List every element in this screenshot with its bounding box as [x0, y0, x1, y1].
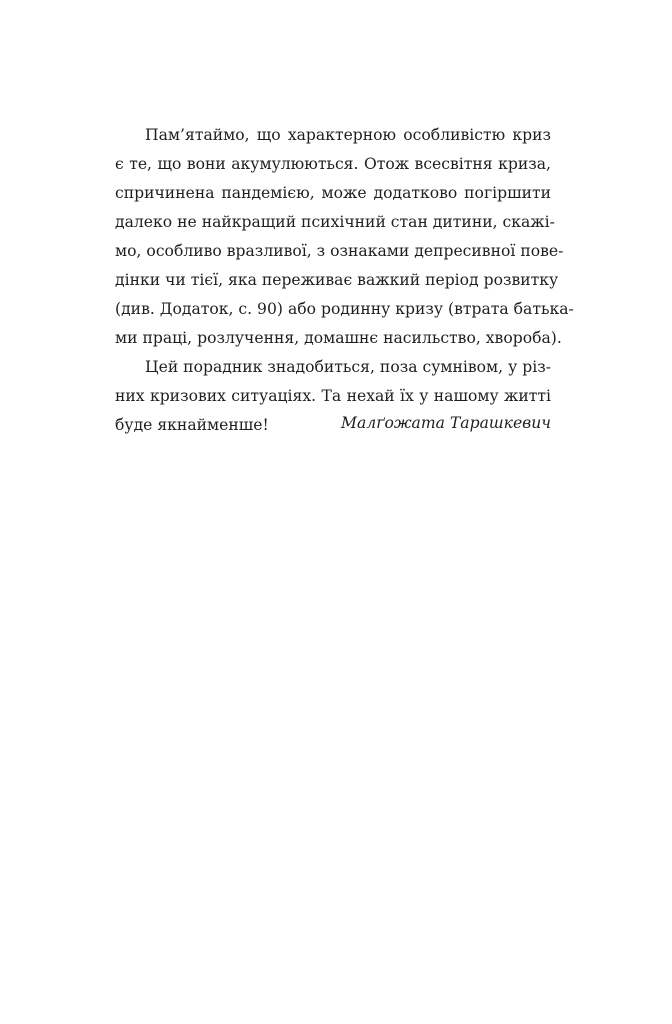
- text-line: Цей порадник знадобиться, поза сумнівом, у різ-: [145, 358, 551, 376]
- text-line: (див. Додаток, с. 90) або родинну кризу (втрата батька-: [115, 300, 574, 318]
- text-line: Пам’ятаймо, що характерною особливістю криз: [145, 126, 551, 144]
- text-line: спричинена пандемією, може додатково погіршити: [115, 184, 551, 202]
- text-line: буде якнайменше!: [115, 416, 269, 434]
- text-line: мо, особливо вразливої, з ознаками депресивної пове-: [115, 242, 564, 260]
- body-text: [115, 121, 574, 440]
- text-line: є те, що вони акумулюються. Отож всесвітня криза,: [115, 155, 551, 173]
- text-line: них кризових ситуаціях. Та нехай їх у нашому житті: [115, 387, 551, 405]
- paragraph-1: [115, 121, 574, 353]
- text-line: ми праці, розлучення, домашнє насильство, хвороба).: [115, 329, 562, 347]
- text-line: далеко не найкращий психічний стан дитини, скажі-: [115, 213, 555, 231]
- text-line: дінки чи тієї, яка переживає важкий період розвитку: [115, 271, 559, 289]
- author-signature: Малґожата Тарашкевич: [341, 414, 551, 432]
